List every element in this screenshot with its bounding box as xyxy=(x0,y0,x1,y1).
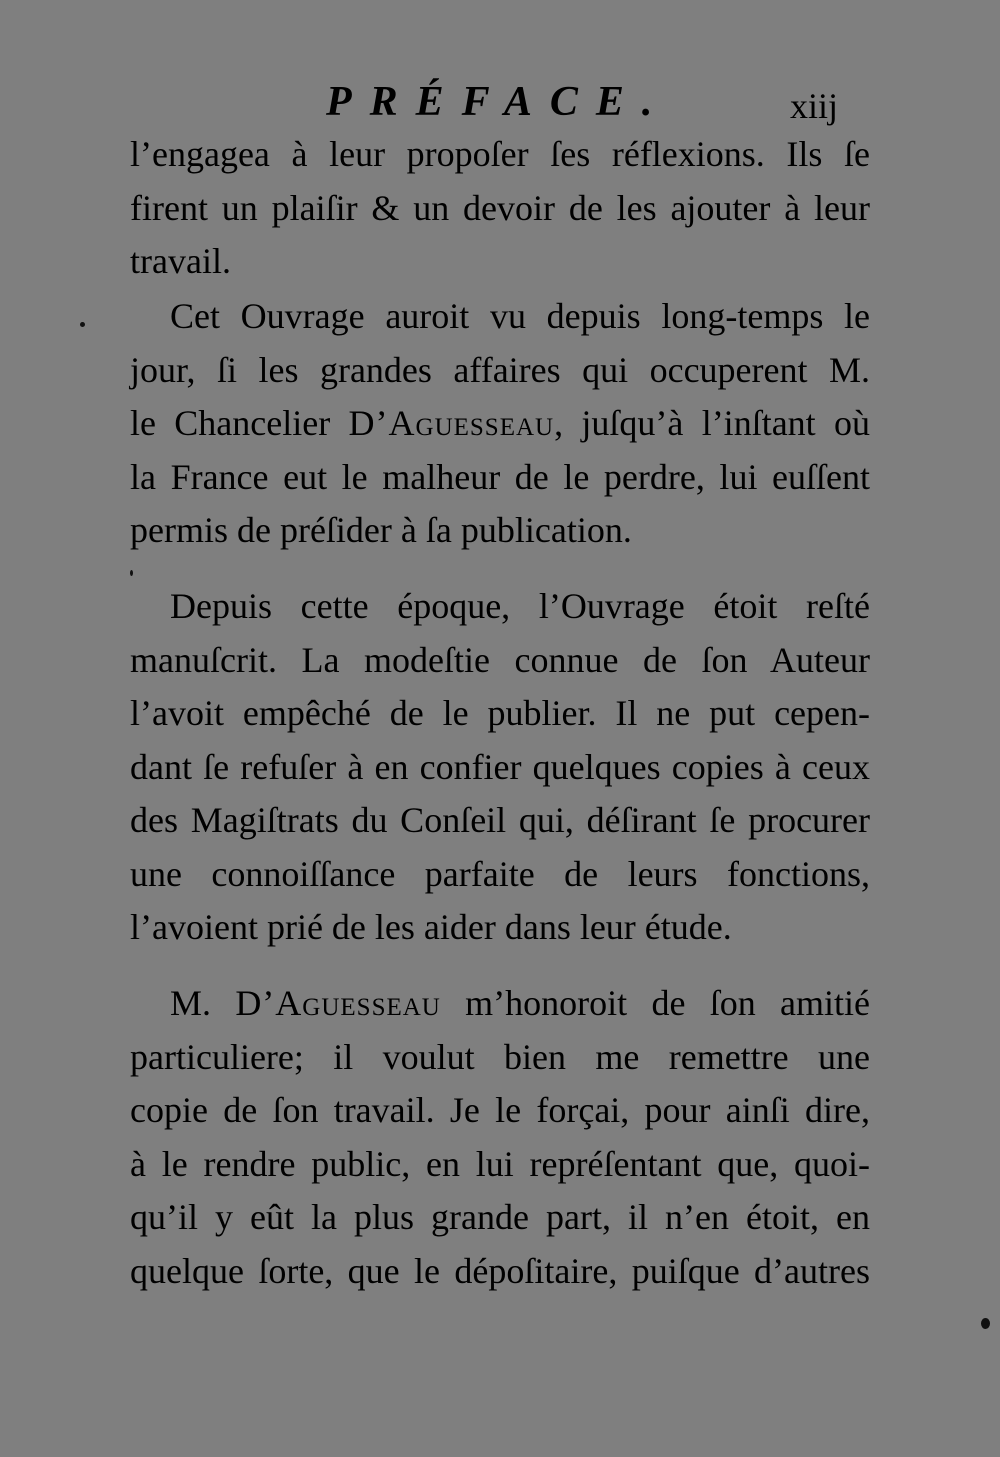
paragraph-2 xyxy=(130,290,870,558)
page-number: xiij xyxy=(790,86,839,126)
text-line: Cet Ouvrage auroit vu depuis long-temps le xyxy=(170,296,870,336)
text-line: firent un plaiſir & un devoir de les ajouter à leur xyxy=(130,187,870,228)
paragraph-1 xyxy=(130,128,870,289)
running-title: PRÉFACE. xyxy=(326,79,671,125)
text-line: particuliere; il voulut bien me remettre une xyxy=(130,1036,870,1077)
text-line: M. D’Aguesseau m’honoroit de ſon amitié xyxy=(170,983,870,1023)
text-line: une connoiſſance parfaite de leurs fonctions, xyxy=(130,853,870,894)
text-line: travail. xyxy=(130,241,231,281)
ink-speck xyxy=(80,322,85,327)
text-line: copie de ſon travail. Je le forçai, pour ainſi dire, xyxy=(130,1090,870,1130)
ink-speck xyxy=(981,1318,990,1329)
text-line: qu’il y eût la plus grande part, il n’en étoit, en xyxy=(130,1197,870,1237)
text-line: des Magiſtrats du Conſeil qui, déſirant ſe procurer xyxy=(130,800,870,840)
text-line: l’avoit empêché de le publier. Il ne put cepen- xyxy=(130,693,870,733)
text-line: la France eut le malheur de le perdre, lui euſſent xyxy=(130,456,870,497)
text-line: jour, ſi les grandes affaires qui occuperent M. xyxy=(130,349,870,390)
ink-speck xyxy=(130,570,133,576)
text-line: l’avoient prié de les aider dans leur étude. xyxy=(130,907,732,947)
text-line: permis de préſider à ſa publication. xyxy=(130,510,632,550)
text-line: l’engagea à leur propoſer ſes réflexions. Ils ſe xyxy=(130,134,870,174)
text-line: manuſcrit. La modeſtie connue de ſon Auteur xyxy=(130,639,870,680)
text-line: à le rendre public, en lui repréſentant que, quoi- xyxy=(130,1143,870,1184)
paragraph-3 xyxy=(130,580,870,955)
text-line: dant ſe refuſer à en confier quelques copies à ceux xyxy=(130,746,870,787)
paragraph-4 xyxy=(130,977,870,1298)
page-header xyxy=(0,72,1000,132)
text-line: le Chancelier D’Aguesseau, juſqu’à l’inſtant où xyxy=(130,403,870,443)
text-line: Depuis cette époque, l’Ouvrage étoit reſté xyxy=(170,586,870,626)
text-line: quelque ſorte, que le dépoſitaire, puiſque d’autres xyxy=(130,1250,870,1291)
